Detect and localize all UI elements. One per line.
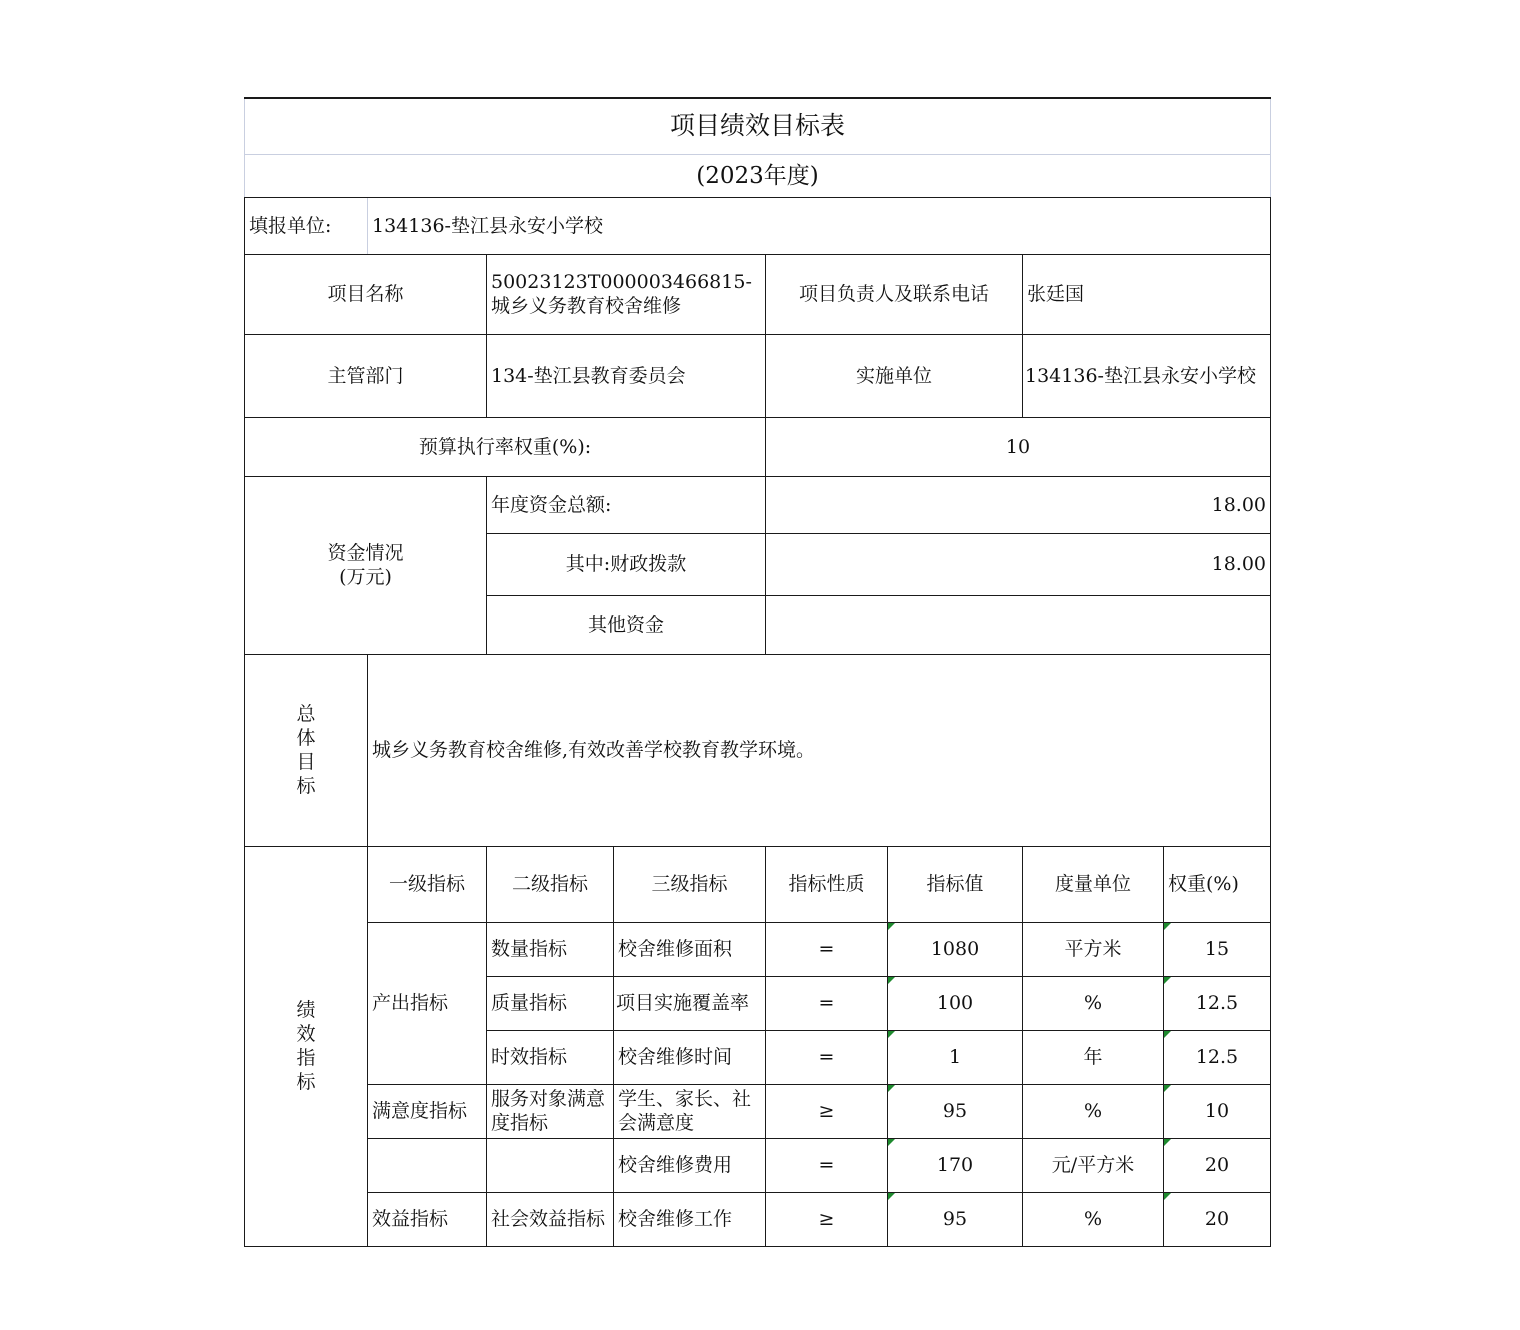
table-row [245, 922, 1271, 976]
row-nature: = [766, 1030, 888, 1084]
filing-unit-value: 134136-垫江县永安小学校 [368, 197, 1271, 254]
row-level2: 质量指标 [487, 976, 614, 1030]
row-weight: 20 [1164, 1138, 1271, 1192]
row-value: 100 [888, 976, 1023, 1030]
row-unit: % [1023, 976, 1164, 1030]
row-level3: 校舍维修工作 [614, 1192, 766, 1246]
performance-indicators-label-text: 绩效指标 [296, 999, 316, 1093]
row-level1 [368, 1138, 487, 1192]
fiscal-allocation-value: 18.00 [766, 533, 1271, 595]
row-level3: 校舍维修面积 [614, 922, 766, 976]
row-nature: ≥ [766, 1192, 888, 1246]
row-level2: 时效指标 [487, 1030, 614, 1084]
project-name-value: 50023123T000003466815-城乡义务教育校舍维修 [487, 254, 766, 334]
row-level1: 满意度指标 [368, 1084, 487, 1138]
row-weight: 10 [1164, 1084, 1271, 1138]
annual-total-value: 18.00 [766, 476, 1271, 533]
overall-goal-label-text: 总体目标 [296, 703, 316, 797]
performance-indicators-label [245, 846, 368, 1246]
row-level2: 数量指标 [487, 922, 614, 976]
row-nature: = [766, 1138, 888, 1192]
fiscal-allocation-label: 其中:财政拨款 [487, 533, 766, 595]
budget-weight-value: 10 [766, 417, 1271, 476]
project-name-label: 项目名称 [245, 254, 487, 334]
row-nature: = [766, 922, 888, 976]
other-funds-value [766, 595, 1271, 654]
row-level3: 学生、家长、社会满意度 [614, 1084, 766, 1138]
header-level2: 二级指标 [487, 846, 614, 922]
row-level3: 校舍维修费用 [614, 1138, 766, 1192]
row-nature: ≥ [766, 1084, 888, 1138]
row-weight: 15 [1164, 922, 1271, 976]
filing-unit-label: 填报单位: [245, 197, 368, 254]
project-leader-value: 张廷国 [1023, 254, 1271, 334]
table-row [245, 1192, 1271, 1246]
project-leader-label: 项目负责人及联系电话 [766, 254, 1023, 334]
row-nature: = [766, 976, 888, 1030]
header-weight: 权重(%) [1164, 846, 1271, 922]
overall-goal-label [245, 654, 368, 846]
implementing-unit-value: 134136-垫江县永安小学校 [1023, 334, 1271, 417]
row-weight: 20 [1164, 1192, 1271, 1246]
row-unit: 平方米 [1023, 922, 1164, 976]
table-row [245, 1084, 1271, 1138]
funds-label [245, 476, 487, 654]
row-value: 1 [888, 1030, 1023, 1084]
row-value: 170 [888, 1138, 1023, 1192]
table-row [245, 1138, 1271, 1192]
row-value: 95 [888, 1084, 1023, 1138]
implementing-unit-label: 实施单位 [766, 334, 1023, 417]
table-subtitle: (2023年度) [245, 154, 1271, 197]
annual-total-label: 年度资金总额: [487, 476, 766, 533]
row-level3: 项目实施覆盖率 [614, 976, 766, 1030]
header-level3: 三级指标 [614, 846, 766, 922]
budget-weight-label: 预算执行率权重(%): [245, 417, 766, 476]
table-title: 项目绩效目标表 [245, 98, 1271, 154]
department-label: 主管部门 [245, 334, 487, 417]
performance-target-table [244, 97, 1271, 1247]
row-level3: 校舍维修时间 [614, 1030, 766, 1084]
row-level2 [487, 1138, 614, 1192]
header-level1: 一级指标 [368, 846, 487, 922]
row-level2: 服务对象满意度指标 [487, 1084, 614, 1138]
row-weight: 12.5 [1164, 976, 1271, 1030]
overall-goal-text: 城乡义务教育校舍维修,有效改善学校教育教学环境。 [368, 654, 1271, 846]
row-unit: % [1023, 1084, 1164, 1138]
row-unit: % [1023, 1192, 1164, 1246]
row-level1: 效益指标 [368, 1192, 487, 1246]
header-value: 指标值 [888, 846, 1023, 922]
row-level1: 产出指标 [368, 922, 487, 1084]
header-unit: 度量单位 [1023, 846, 1164, 922]
other-funds-label: 其他资金 [487, 595, 766, 654]
header-nature: 指标性质 [766, 846, 888, 922]
department-value: 134-垫江县教育委员会 [487, 334, 766, 417]
row-weight: 12.5 [1164, 1030, 1271, 1084]
row-level2: 社会效益指标 [487, 1192, 614, 1246]
row-value: 1080 [888, 922, 1023, 976]
funds-label-text: 资金情况 (万元) [327, 542, 404, 588]
row-unit: 元/平方米 [1023, 1138, 1164, 1192]
row-value: 95 [888, 1192, 1023, 1246]
row-unit: 年 [1023, 1030, 1164, 1084]
